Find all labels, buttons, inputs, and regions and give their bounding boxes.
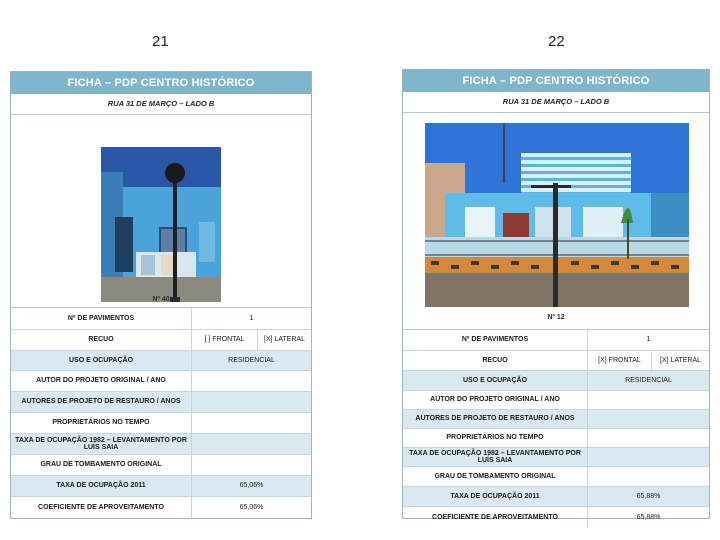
taxa-1982-label: TAXA DE OCUPAÇÃO 1982 – LEVANTAMENTO POR LUÍS SAIA bbox=[409, 449, 581, 464]
proprietarios-value bbox=[587, 429, 709, 447]
page-number-right: 22 bbox=[548, 33, 565, 50]
row-recuo bbox=[403, 351, 709, 371]
row-taxa-1982 bbox=[11, 434, 311, 455]
building-number: Nº 40 bbox=[152, 296, 170, 303]
grau-value bbox=[587, 467, 709, 486]
row-taxa-2011 bbox=[11, 476, 311, 497]
taxa-1982-label: TAXA DE OCUPAÇÃO 1982 – LEVANTAMENTO POR LUÍS SAIA bbox=[15, 436, 187, 451]
autor-label: AUTOR DO PROJETO ORIGINAL / ANO bbox=[36, 377, 166, 385]
recuo-frontal: [X] FRONTAL bbox=[587, 351, 651, 370]
pavimentos-value: 1 bbox=[587, 330, 709, 350]
row-autores bbox=[403, 410, 709, 429]
autores-label: AUTORES DE PROJETO DE RESTAURO / ANOS bbox=[415, 415, 575, 423]
building-photo bbox=[101, 147, 221, 302]
taxa-2011-value: 65,88% bbox=[587, 487, 709, 506]
row-taxa-2011 bbox=[403, 487, 709, 507]
autores-label: AUTORES DE PROJETO DE RESTAURO / ANOS bbox=[21, 398, 181, 406]
ficha-sheet-right bbox=[402, 69, 710, 519]
uso-value: RESIDENCIAL bbox=[191, 351, 311, 370]
uso-value: RESIDENCIAL bbox=[587, 371, 709, 390]
grau-value bbox=[191, 455, 311, 475]
recuo-frontal: [ ] FRONTAL bbox=[191, 330, 257, 350]
grau-label: GRAU DE TOMBAMENTO ORIGINAL bbox=[40, 461, 162, 469]
pavimentos-label: Nº DE PAVIMENTOS bbox=[461, 336, 529, 344]
row-autor bbox=[11, 371, 311, 392]
autor-value bbox=[587, 391, 709, 409]
recuo-label: RECUO bbox=[482, 356, 508, 364]
row-grau bbox=[11, 455, 311, 476]
photo-area bbox=[11, 115, 311, 308]
row-pavimentos bbox=[11, 308, 311, 330]
taxa-1982-value bbox=[587, 448, 709, 466]
uso-label: USO E OCUPAÇÃO bbox=[68, 356, 134, 364]
street-label: RUA 31 DE MARÇO – LADO B bbox=[11, 94, 311, 115]
taxa-2011-value: 65,06% bbox=[191, 476, 311, 496]
ficha-title: FICHA – PDP CENTRO HISTÓRICO bbox=[11, 72, 311, 94]
coeficiente-value: 65,88% bbox=[587, 507, 709, 528]
row-proprietarios bbox=[11, 413, 311, 434]
coeficiente-label: COEFICIENTE DE APROVEITAMENTO bbox=[432, 513, 558, 521]
row-recuo bbox=[11, 330, 311, 351]
ficha-sheet-left bbox=[10, 71, 312, 519]
row-autores bbox=[11, 392, 311, 413]
row-grau bbox=[403, 467, 709, 487]
page-number-left: 21 bbox=[152, 33, 169, 50]
autores-value bbox=[191, 392, 311, 412]
row-uso bbox=[403, 371, 709, 391]
autor-label: AUTOR DO PROJETO ORIGINAL / ANO bbox=[430, 396, 560, 404]
row-proprietarios bbox=[403, 429, 709, 448]
proprietarios-value bbox=[191, 413, 311, 433]
pavimentos-label: Nº DE PAVIMENTOS bbox=[67, 314, 135, 322]
autor-value bbox=[191, 371, 311, 391]
taxa-1982-value bbox=[191, 434, 311, 454]
row-pavimentos bbox=[403, 330, 709, 351]
row-coeficiente bbox=[11, 497, 311, 519]
street-label: RUA 31 DE MARÇO – LADO B bbox=[403, 92, 709, 113]
taxa-2011-label: TAXA DE OCUPAÇÃO 2011 bbox=[450, 492, 540, 500]
recuo-lateral: [X] LATERAL bbox=[257, 330, 311, 350]
autores-value bbox=[587, 410, 709, 428]
row-autor bbox=[403, 391, 709, 410]
proprietarios-label: PROPRIETÁRIOS NO TEMPO bbox=[52, 419, 150, 427]
building-number: Nº 12 bbox=[547, 314, 565, 321]
coeficiente-label: COEFICIENTE DE APROVEITAMENTO bbox=[38, 504, 164, 512]
recuo-lateral: [X] LATERAL bbox=[651, 351, 709, 370]
coeficiente-value: 65,06% bbox=[191, 497, 311, 519]
ficha-title: FICHA – PDP CENTRO HISTÓRICO bbox=[403, 70, 709, 92]
recuo-label: RECUO bbox=[88, 336, 114, 344]
taxa-2011-label: TAXA DE OCUPAÇÃO 2011 bbox=[56, 482, 146, 490]
row-taxa-1982 bbox=[403, 448, 709, 467]
row-coeficiente bbox=[403, 507, 709, 528]
proprietarios-label: PROPRIETÁRIOS NO TEMPO bbox=[446, 434, 544, 442]
pavimentos-value: 1 bbox=[191, 308, 311, 329]
photo-area bbox=[403, 113, 709, 330]
building-photo bbox=[425, 123, 689, 307]
row-uso bbox=[11, 351, 311, 371]
grau-label: GRAU DE TOMBAMENTO ORIGINAL bbox=[434, 472, 556, 480]
uso-label: USO E OCUPAÇÃO bbox=[462, 376, 528, 384]
